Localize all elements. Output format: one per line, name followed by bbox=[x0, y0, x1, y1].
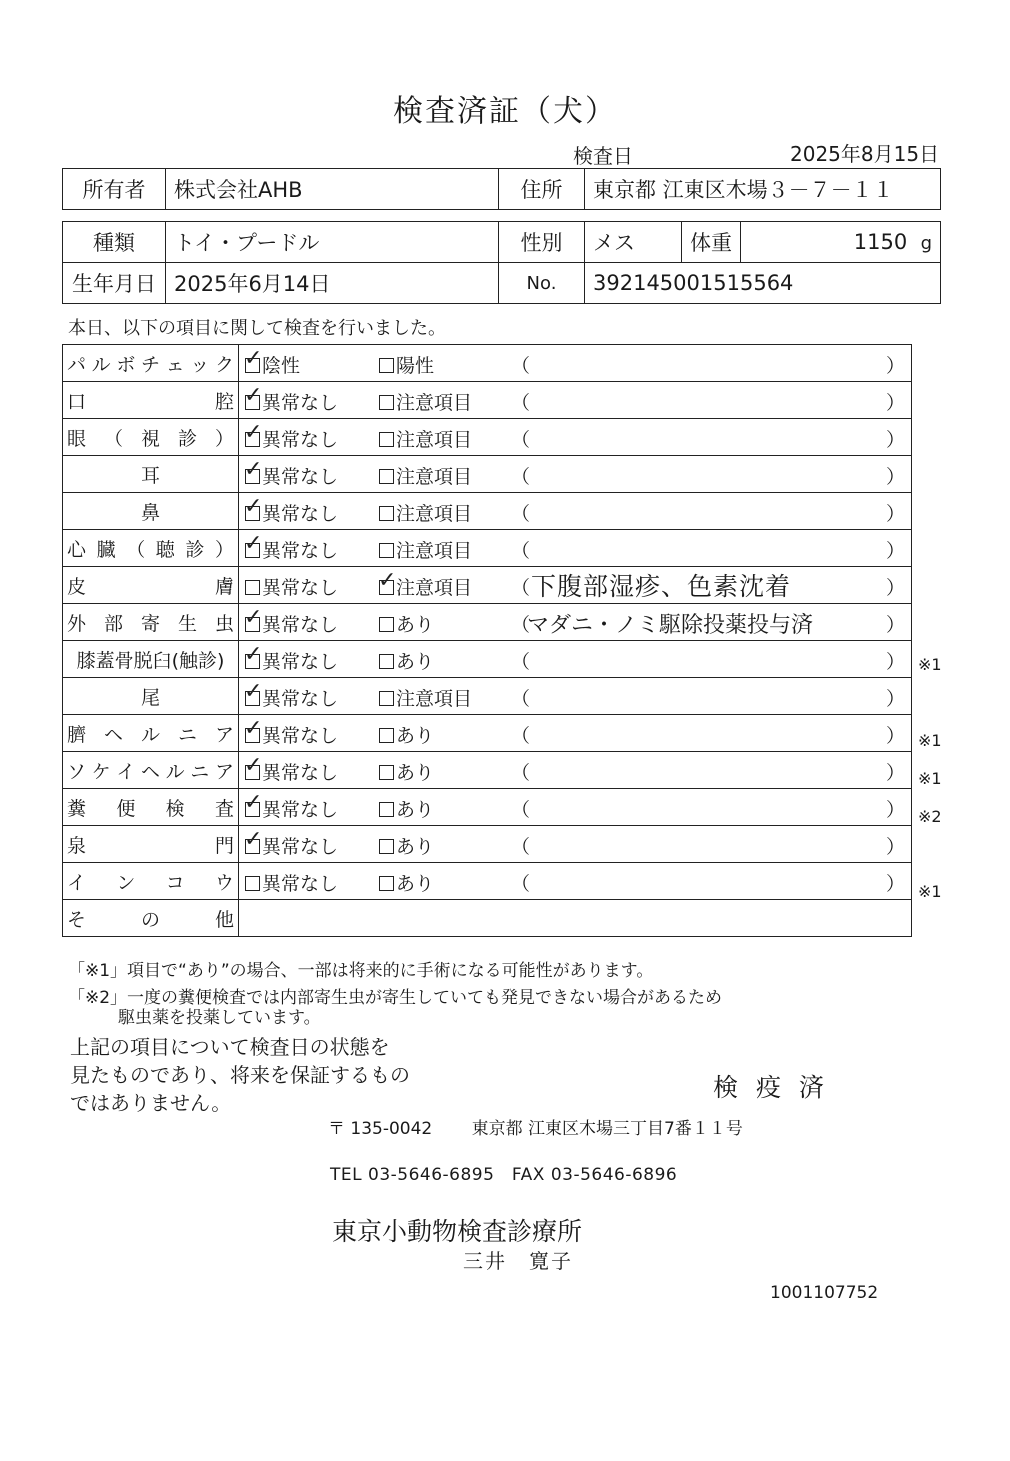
option-label: あり bbox=[396, 725, 435, 747]
option-normal[interactable] bbox=[245, 869, 338, 896]
item-name-char: （ bbox=[126, 538, 146, 561]
inspection-row bbox=[63, 493, 912, 530]
checked-box-icon[interactable] bbox=[378, 568, 397, 595]
check-mark-icon: ✓ bbox=[244, 790, 263, 815]
note-open-paren: （ bbox=[511, 799, 531, 821]
note-open-paren: （ bbox=[511, 688, 531, 710]
option-label: 異常なし bbox=[262, 688, 339, 710]
note-open-paren: （ bbox=[511, 651, 531, 673]
option-label: 注意項目 bbox=[396, 392, 473, 414]
document-title: 検査済証（犬） bbox=[393, 94, 617, 129]
option-label: あり bbox=[396, 836, 435, 858]
item-name-char: ル bbox=[165, 760, 185, 783]
address-value: 東京都 江東区木場３－７－１１ bbox=[585, 169, 941, 210]
option-label: 陰性 bbox=[262, 355, 301, 377]
note-close-paren: ） bbox=[885, 429, 905, 451]
option-abnormal[interactable] bbox=[379, 536, 472, 563]
option-label: 異常なし bbox=[262, 503, 339, 525]
item-result-cell bbox=[239, 493, 912, 530]
item-name-char: ク bbox=[214, 353, 234, 376]
note-close-paren: ） bbox=[885, 466, 905, 488]
option-normal[interactable] bbox=[244, 383, 339, 415]
option-label: あり bbox=[396, 799, 435, 821]
note-open-paren: （ bbox=[511, 725, 531, 747]
note-close-paren: ） bbox=[885, 355, 905, 377]
option-normal[interactable] bbox=[244, 420, 339, 452]
item-name-char: イ bbox=[67, 871, 87, 894]
note-close-paren: ） bbox=[885, 540, 905, 562]
note-open-paren: （ bbox=[511, 873, 531, 895]
item-name-cell bbox=[63, 382, 239, 419]
item-name-char: ア bbox=[214, 723, 234, 746]
item-note: 下腹部湿疹、色素沈着 bbox=[531, 572, 792, 601]
check-mark-icon: ✓ bbox=[244, 420, 263, 445]
item-result-cell bbox=[239, 345, 912, 382]
item-name bbox=[67, 868, 234, 895]
item-name bbox=[67, 498, 234, 525]
item-name-char: 糞 bbox=[67, 797, 87, 820]
item-name-char: 視 bbox=[140, 427, 160, 450]
item-name-char: ボ bbox=[116, 353, 136, 376]
item-result-cell bbox=[239, 826, 912, 863]
disclaimer-line: ではありません。 bbox=[70, 1091, 232, 1115]
check-mark-icon: ✓ bbox=[244, 457, 263, 482]
weight-unit: g bbox=[920, 233, 932, 254]
checked-box-icon[interactable] bbox=[244, 420, 263, 447]
item-result-cell bbox=[239, 863, 912, 900]
checkbox-icon[interactable] bbox=[379, 654, 394, 669]
clinic-phone: TEL 03-5646-6895 FAX 03-5646-6896 bbox=[330, 1165, 678, 1185]
checkbox-icon[interactable] bbox=[379, 765, 394, 780]
option-abnormal[interactable] bbox=[379, 499, 472, 526]
option-normal[interactable] bbox=[244, 346, 301, 378]
check-mark-icon: ✓ bbox=[244, 605, 263, 630]
item-name-char: ヘ bbox=[140, 760, 160, 783]
postal-code: 〒 135-0042 bbox=[328, 1119, 433, 1139]
option-abnormal[interactable] bbox=[379, 425, 472, 452]
option-label: あり bbox=[396, 762, 435, 784]
option-label: 異常なし bbox=[262, 762, 339, 784]
note-open-paren: （ bbox=[511, 503, 531, 525]
option-abnormal[interactable] bbox=[379, 462, 472, 489]
option-label: 異常なし bbox=[262, 873, 339, 895]
item-name bbox=[67, 461, 234, 488]
note-open-paren: （ bbox=[511, 466, 531, 488]
option-normal[interactable] bbox=[244, 531, 339, 563]
inspector-name: 三井 寛子 bbox=[463, 1249, 573, 1273]
inspection-row bbox=[63, 382, 912, 419]
checked-box-icon[interactable] bbox=[244, 679, 263, 706]
item-name-char: 膝蓋骨脱臼(触診) bbox=[76, 649, 225, 672]
breed-label: 種類 bbox=[63, 222, 166, 263]
note-open-paren: （ bbox=[511, 429, 531, 451]
item-name-char: コ bbox=[165, 871, 185, 894]
other-label-cell bbox=[63, 900, 239, 937]
item-name bbox=[67, 683, 234, 710]
option-abnormal[interactable] bbox=[379, 721, 434, 748]
inspection-row-other bbox=[63, 900, 912, 937]
item-name-cell bbox=[63, 826, 239, 863]
inspection-row bbox=[63, 345, 912, 382]
checkbox-icon[interactable] bbox=[379, 617, 394, 632]
checkbox-icon[interactable] bbox=[379, 506, 394, 521]
item-name-char: ア bbox=[214, 760, 234, 783]
item-name-char: ン bbox=[116, 871, 136, 894]
item-name-char: ） bbox=[214, 427, 234, 450]
option-abnormal[interactable] bbox=[379, 684, 472, 711]
item-name bbox=[67, 609, 234, 636]
item-name bbox=[67, 535, 234, 562]
item-name bbox=[67, 424, 234, 451]
item-result-cell bbox=[239, 567, 912, 604]
item-name-char: ソ bbox=[67, 760, 87, 783]
item-name bbox=[67, 387, 234, 414]
item-result-cell bbox=[239, 715, 912, 752]
checkbox-icon[interactable] bbox=[379, 839, 394, 854]
option-normal[interactable] bbox=[244, 827, 339, 859]
address-label: 住所 bbox=[499, 169, 585, 210]
disclaimer-line: 見たものであり、将来を保証するもの bbox=[70, 1063, 410, 1087]
option-label: 異常なし bbox=[262, 836, 339, 858]
note-open-paren: （ bbox=[511, 614, 531, 636]
option-abnormal[interactable] bbox=[379, 610, 434, 637]
checkbox-icon[interactable] bbox=[379, 432, 394, 447]
item-name bbox=[67, 350, 234, 377]
note-close-paren: ） bbox=[885, 688, 905, 710]
weight-cell bbox=[741, 222, 941, 263]
item-name-char: 膚 bbox=[214, 575, 234, 598]
check-mark-icon: ✓ bbox=[244, 494, 263, 519]
inspection-row bbox=[63, 826, 912, 863]
item-note: マダニ・ノミ駆除投薬投与済 bbox=[527, 613, 814, 638]
item-name-char: 心 bbox=[67, 538, 87, 561]
item-result-cell bbox=[239, 641, 912, 678]
check-mark-icon: ✓ bbox=[244, 753, 263, 778]
option-abnormal[interactable] bbox=[378, 568, 473, 600]
item-name-cell bbox=[63, 641, 239, 678]
quarantine-stamp: 検 疫 済 bbox=[713, 1073, 829, 1102]
item-name bbox=[67, 831, 234, 858]
item-name-cell bbox=[63, 419, 239, 456]
sex-value: メス bbox=[585, 222, 682, 263]
item-result-cell bbox=[239, 789, 912, 826]
footnote-1: 「※1」項目で“あり”の場合、一部は将来的に手術になる可能性があります。 bbox=[68, 961, 654, 981]
item-name-char: 寄 bbox=[140, 612, 160, 635]
inspection-row bbox=[63, 604, 912, 641]
option-abnormal[interactable] bbox=[379, 832, 434, 859]
item-name-char: ケ bbox=[91, 760, 111, 783]
option-abnormal[interactable] bbox=[379, 869, 434, 896]
checkbox-icon[interactable] bbox=[379, 543, 394, 558]
item-name bbox=[67, 757, 234, 784]
item-name-char: 聴 bbox=[155, 538, 175, 561]
note-close-paren: ） bbox=[885, 614, 905, 636]
other-label-char: の bbox=[140, 908, 160, 931]
item-name bbox=[67, 794, 234, 821]
item-name-char: 部 bbox=[103, 612, 123, 635]
note-close-paren: ） bbox=[885, 799, 905, 821]
item-name-char: 耳 bbox=[140, 464, 160, 487]
option-label: 異常なし bbox=[262, 651, 339, 673]
item-name-char: 皮 bbox=[67, 575, 87, 598]
note-close-paren: ） bbox=[885, 836, 905, 858]
clinic-address-line bbox=[328, 1114, 743, 1139]
item-name-char: 鼻 bbox=[140, 501, 160, 524]
footnote-2: 「※2」一度の糞便検査では内部寄生虫が寄生していても発見できない場合があるため bbox=[68, 988, 723, 1008]
exam-date: 2025年8月15日 bbox=[790, 142, 940, 166]
option-normal[interactable] bbox=[244, 753, 339, 785]
item-name-cell bbox=[63, 715, 239, 752]
option-label: 陽性 bbox=[396, 355, 435, 377]
item-name-char: チ bbox=[140, 353, 160, 376]
inspection-row bbox=[63, 530, 912, 567]
option-label: 注意項目 bbox=[396, 503, 473, 525]
checkbox-icon[interactable] bbox=[379, 691, 394, 706]
item-name bbox=[67, 720, 234, 747]
inspection-row bbox=[63, 456, 912, 493]
inspection-table bbox=[62, 344, 912, 937]
item-name-cell bbox=[63, 345, 239, 382]
note-close-paren: ） bbox=[885, 392, 905, 414]
note-close-paren: ） bbox=[885, 651, 905, 673]
item-name-char: イ bbox=[116, 760, 136, 783]
option-label: 注意項目 bbox=[396, 577, 473, 599]
note-close-paren: ） bbox=[885, 762, 905, 784]
item-name-char: 尾 bbox=[140, 686, 160, 709]
checkbox-icon[interactable] bbox=[245, 580, 260, 595]
sex-label: 性別 bbox=[499, 222, 585, 263]
check-mark-icon: ✓ bbox=[244, 827, 263, 852]
item-name-cell bbox=[63, 789, 239, 826]
item-name-char: （ bbox=[103, 427, 123, 450]
checkbox-icon[interactable] bbox=[379, 802, 394, 817]
item-name bbox=[67, 572, 234, 599]
check-mark-icon: ✓ bbox=[244, 383, 263, 408]
weight-label: 体重 bbox=[682, 222, 741, 263]
option-normal[interactable] bbox=[244, 457, 339, 489]
inspection-row bbox=[63, 678, 912, 715]
other-label-char: そ bbox=[67, 908, 87, 931]
owner-table bbox=[62, 168, 941, 210]
item-result-cell bbox=[239, 604, 912, 641]
checkbox-icon[interactable] bbox=[379, 876, 394, 891]
option-normal[interactable] bbox=[244, 679, 339, 711]
footnote-mark: ※1 bbox=[918, 882, 942, 902]
inspection-row bbox=[63, 715, 912, 752]
exam-date-label: 検査日 bbox=[573, 144, 633, 168]
option-label: 異常なし bbox=[262, 429, 339, 451]
option-abnormal[interactable] bbox=[379, 758, 434, 785]
option-label: あり bbox=[396, 651, 435, 673]
pet-table bbox=[62, 221, 941, 304]
option-label: 異常なし bbox=[262, 540, 339, 562]
item-result-cell bbox=[239, 530, 912, 567]
option-label: 異常なし bbox=[262, 466, 339, 488]
item-name-cell bbox=[63, 604, 239, 641]
birth-value: 2025年6月14日 bbox=[166, 263, 499, 304]
option-label: 異常なし bbox=[262, 392, 339, 414]
no-label: No. bbox=[499, 263, 585, 304]
item-name-char: 便 bbox=[116, 797, 136, 820]
item-name-cell bbox=[63, 456, 239, 493]
item-result-cell bbox=[239, 752, 912, 789]
option-label: 異常なし bbox=[262, 799, 339, 821]
item-name-char: 虫 bbox=[214, 612, 234, 635]
option-label: 異常なし bbox=[262, 725, 339, 747]
option-normal[interactable] bbox=[244, 790, 339, 822]
option-label: 異常なし bbox=[262, 614, 339, 636]
footnote-mark: ※1 bbox=[918, 731, 942, 750]
note-open-paren: （ bbox=[511, 540, 531, 562]
item-name-cell bbox=[63, 678, 239, 715]
inspection-row bbox=[63, 863, 912, 900]
serial-number: 1001107752 bbox=[770, 1283, 879, 1303]
note-open-paren: （ bbox=[511, 355, 531, 377]
footnote-2-cont: 駆虫薬を投薬しています。 bbox=[118, 1008, 321, 1028]
checked-box-icon[interactable] bbox=[244, 346, 263, 373]
option-normal[interactable] bbox=[244, 642, 339, 674]
checked-box-icon[interactable] bbox=[244, 531, 263, 558]
item-name-cell bbox=[63, 493, 239, 530]
checked-box-icon[interactable] bbox=[244, 383, 263, 410]
note-close-paren: ） bbox=[885, 725, 905, 747]
item-name-char: 臓 bbox=[96, 538, 116, 561]
option-abnormal[interactable] bbox=[379, 351, 434, 378]
option-abnormal[interactable] bbox=[379, 795, 434, 822]
no-value: 392145001515564 bbox=[585, 263, 941, 304]
item-name-cell bbox=[63, 530, 239, 567]
item-name-char: 泉 bbox=[67, 834, 87, 857]
item-name-char: 外 bbox=[67, 612, 87, 635]
option-label: 異常なし bbox=[262, 577, 339, 599]
checkbox-icon[interactable] bbox=[379, 728, 394, 743]
item-name-cell bbox=[63, 752, 239, 789]
checked-box-icon[interactable] bbox=[244, 605, 263, 632]
checkbox-icon[interactable] bbox=[379, 469, 394, 484]
item-result-cell bbox=[239, 678, 912, 715]
option-normal[interactable] bbox=[244, 494, 339, 526]
item-result-cell bbox=[239, 382, 912, 419]
checked-box-icon[interactable] bbox=[244, 790, 263, 817]
option-abnormal[interactable] bbox=[379, 647, 434, 674]
item-name-cell bbox=[63, 567, 239, 604]
note-close-paren: ） bbox=[885, 503, 905, 525]
note-open-paren: （ bbox=[511, 836, 531, 858]
option-normal[interactable] bbox=[244, 605, 339, 637]
checkbox-icon[interactable] bbox=[379, 358, 394, 373]
check-mark-icon: ✓ bbox=[244, 531, 263, 556]
item-name-char: 診 bbox=[177, 427, 197, 450]
checked-box-icon[interactable] bbox=[244, 494, 263, 521]
item-name-char: ェ bbox=[165, 353, 185, 376]
note-open-paren: （ bbox=[511, 577, 531, 599]
item-name-char: 臍 bbox=[67, 723, 87, 746]
option-label: あり bbox=[396, 614, 435, 636]
item-name-char: ウ bbox=[214, 871, 234, 894]
note-close-paren: ） bbox=[885, 577, 905, 599]
option-abnormal[interactable] bbox=[379, 388, 472, 415]
item-name-char: 診 bbox=[185, 538, 205, 561]
intro-text: 本日、以下の項目に関して検査を行いました。 bbox=[68, 318, 446, 339]
item-name bbox=[67, 646, 234, 673]
item-name-cell bbox=[63, 863, 239, 900]
item-name-char: 眼 bbox=[67, 427, 87, 450]
inspection-row bbox=[63, 641, 912, 678]
breed-value: トイ・プードル bbox=[166, 222, 499, 263]
other-label bbox=[67, 905, 234, 932]
other-label-char: 他 bbox=[214, 908, 234, 931]
item-name-char: ニ bbox=[177, 723, 197, 746]
item-name-char: 生 bbox=[177, 612, 197, 635]
check-mark-icon: ✓ bbox=[378, 568, 397, 593]
footnote-mark: ※2 bbox=[918, 806, 942, 826]
checked-box-icon[interactable] bbox=[244, 753, 263, 780]
footnote-mark: ※1 bbox=[918, 768, 942, 788]
item-name-char: パ bbox=[67, 353, 87, 376]
checkbox-icon[interactable] bbox=[245, 876, 260, 891]
weight-value: 1150 bbox=[853, 230, 908, 254]
option-normal[interactable] bbox=[245, 573, 338, 600]
checked-box-icon[interactable] bbox=[244, 642, 263, 669]
item-result-cell bbox=[239, 456, 912, 493]
note-open-paren: （ bbox=[511, 392, 531, 414]
option-label: あり bbox=[396, 873, 435, 895]
inspection-row bbox=[63, 789, 912, 826]
check-mark-icon: ✓ bbox=[244, 642, 263, 667]
check-mark-icon: ✓ bbox=[244, 716, 263, 741]
birth-label: 生年月日 bbox=[63, 263, 166, 304]
inspection-row bbox=[63, 419, 912, 456]
item-name-char: ル bbox=[140, 723, 160, 746]
clinic-name: 東京小動物検査診療所 bbox=[332, 1217, 583, 1246]
note-close-paren: ） bbox=[885, 873, 905, 895]
clinic-address: 東京都 江東区木場三丁目7番１１号 bbox=[471, 1119, 743, 1139]
note-open-paren: （ bbox=[511, 762, 531, 784]
option-normal[interactable] bbox=[244, 716, 339, 748]
item-result-cell bbox=[239, 419, 912, 456]
inspection-row bbox=[63, 567, 912, 604]
item-name-char: 検 bbox=[165, 797, 185, 820]
owner-value: 株式会社AHB bbox=[166, 169, 499, 210]
item-name-char: ヘ bbox=[103, 723, 123, 746]
owner-label: 所有者 bbox=[63, 169, 166, 210]
option-label: 注意項目 bbox=[396, 540, 473, 562]
item-name-char: 腔 bbox=[214, 390, 234, 413]
checked-box-icon[interactable] bbox=[244, 457, 263, 484]
checked-box-icon[interactable] bbox=[244, 827, 263, 854]
disclaimer bbox=[70, 1033, 410, 1117]
option-label: 注意項目 bbox=[396, 688, 473, 710]
item-name-char: 査 bbox=[214, 797, 234, 820]
other-notes-cell[interactable] bbox=[239, 900, 912, 937]
item-name-char: ル bbox=[91, 353, 111, 376]
option-label: 注意項目 bbox=[396, 466, 473, 488]
item-name-char: 門 bbox=[214, 834, 234, 857]
disclaimer-line: 上記の項目について検査日の状態を bbox=[70, 1035, 390, 1059]
item-name-char: ニ bbox=[190, 760, 210, 783]
option-label: 注意項目 bbox=[396, 429, 473, 451]
checked-box-icon[interactable] bbox=[244, 716, 263, 743]
item-name-char: ッ bbox=[190, 353, 210, 376]
inspection-row bbox=[63, 752, 912, 789]
checkbox-icon[interactable] bbox=[379, 395, 394, 410]
footnote-mark: ※1 bbox=[918, 655, 942, 675]
check-mark-icon: ✓ bbox=[244, 679, 263, 704]
item-name-char: 口 bbox=[67, 390, 87, 413]
item-name-char: ） bbox=[214, 538, 234, 561]
check-mark-icon: ✓ bbox=[244, 346, 263, 371]
